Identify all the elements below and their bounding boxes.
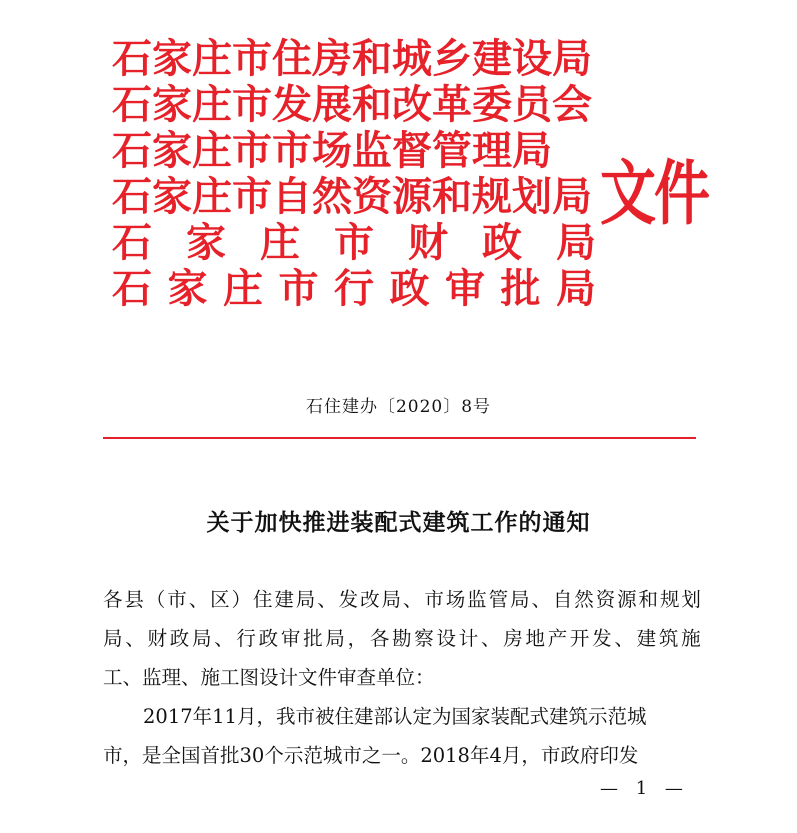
body-line-1: 各 县 （ 市 、 区 ） 住 建 局 、 发 改 局 、 市 场 监 管 局 、 自 然 资 源 和 规 划 xyxy=(103,588,701,611)
body-line-5: 市，是全国首批30个示范城市之一。2018年4月，市政府印发 xyxy=(103,744,639,767)
document-title: 关于加快推进装配式建筑工作的通知 xyxy=(206,509,591,536)
agency-line-2: 石家庄市发展和改革委员会 xyxy=(112,81,592,128)
agency-line-5: 石 家 庄 市 财 政 局 xyxy=(112,219,596,266)
document-suffix: 文件 xyxy=(600,152,708,235)
agency-line-1: 石家庄市住房和城乡建设局 xyxy=(112,35,592,82)
red-divider xyxy=(103,437,696,439)
body-line-3: 工、监理、施工图设计文件审查单位： xyxy=(103,666,435,689)
body-line-4: 2017年11月，我市被住建部认定为国家装配式建筑示范城 xyxy=(143,705,647,728)
agency-line-3: 石家庄市市场监督管理局 xyxy=(112,127,552,174)
page-number: — 1 — xyxy=(600,778,689,799)
document-number: 石住建办〔2020〕8号 xyxy=(305,397,492,417)
red-header xyxy=(112,35,712,318)
body-line-2: 局 、 财 政 局 、 行 政 审 批 局 ， 各 勘 察 设 计 、 房 地 产 开 发 、 建 筑 施 xyxy=(103,627,701,650)
agency-line-6: 石 家 庄 市 行 政 审 批 局 xyxy=(112,265,596,312)
agency-line-4: 石家庄市自然资源和规划局 xyxy=(112,173,592,220)
